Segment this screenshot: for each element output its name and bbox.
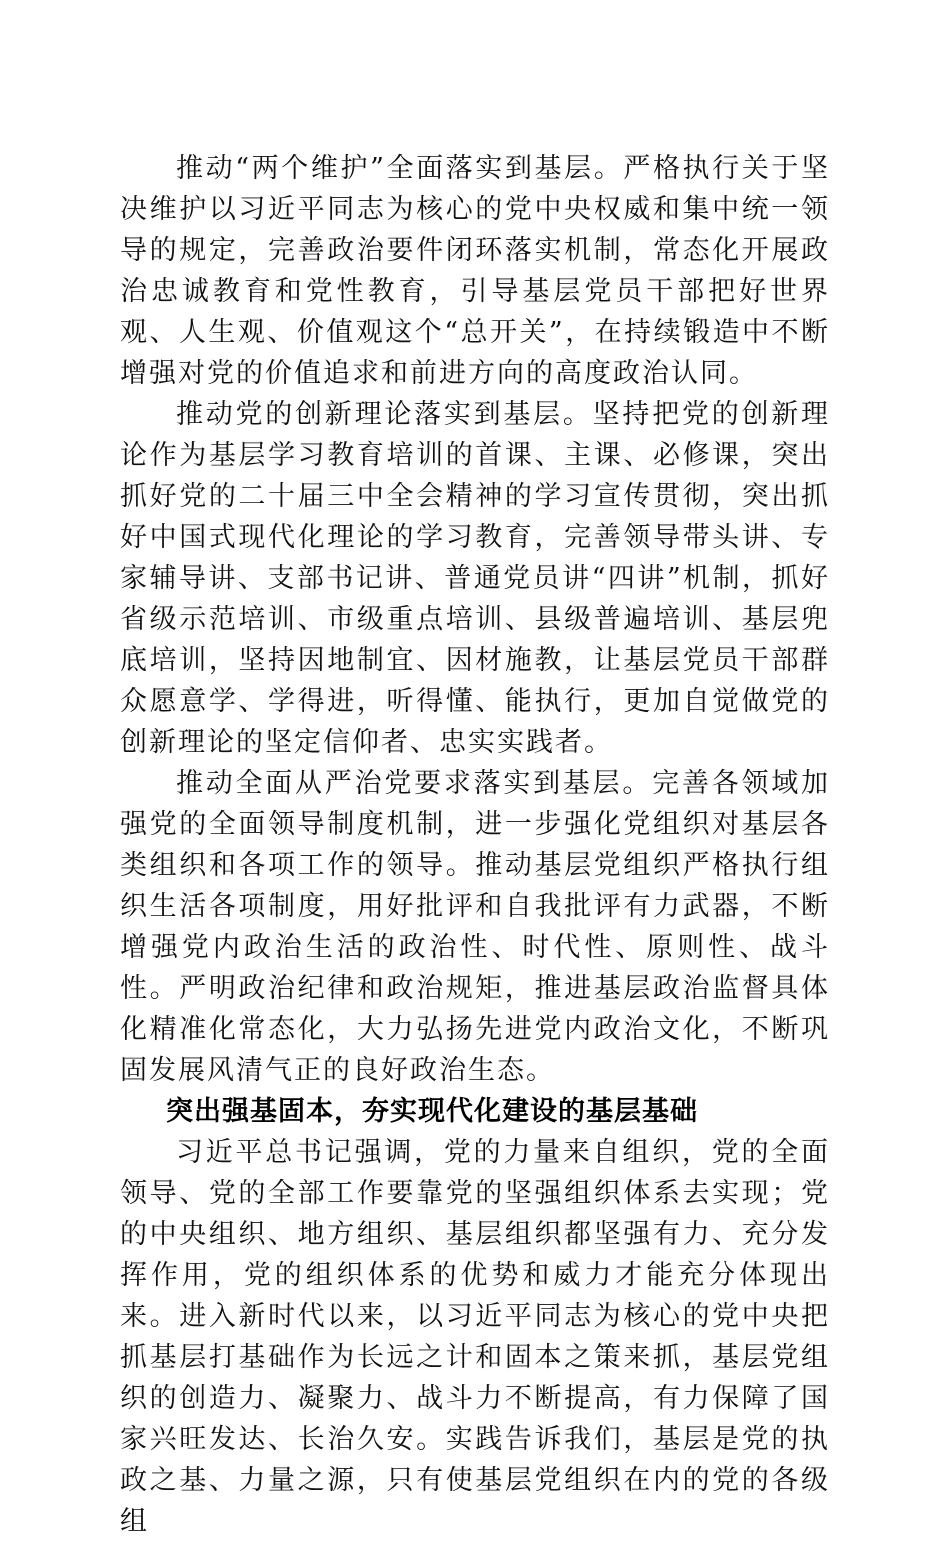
paragraph-innovative-theory: 推动党的创新理论落实到基层。坚持把党的创新理论作为基层学习教育培训的首课、主课、必修课，突出抓好党的二十届三中全会精神的学习宣传贯彻，突出抓好中国式现代化理论的学习教育，完善领导带头讲、专家辅导讲、支部书记讲、普通党员讲“四讲”机制，抓好省级示范培训、市级重点培训、县级普遍培训、基层兜底培训，坚持因地制宜、因材施教，让基层党员干部群众愿意学、学得进，听得懂、能执行，更加自觉做党的创新理论的坚定信仰者、忠实实践者。 — [120, 399, 830, 758]
paragraph-strict-governance: 推动全面从严治党要求落实到基层。完善各领域加强党的全面领导制度机制，进一步强化党组织对基层各类组织和各项工作的领导。推动基层党组织严格执行组织生活各项制度，用好批评和自我批评有力武器，不断增强党内政治生活的政治性、时代性、原则性、战斗性。严明政治纪律和政治规矩，推进基层政治监督具体化精准化常态化，大力弘扬先进党内政治文化，不断巩固发展风清气正的良好政治生态。 — [120, 768, 830, 1086]
section-heading: 突出强基固本，夯实现代化建设的基层基础 — [166, 1096, 698, 1127]
document-body — [120, 148, 830, 1542]
paragraph-two-safeguards: 推动“两个维护”全面落实到基层。严格执行关于坚决维护以习近平同志为核心的党中央权威和集中统一领导的规定，完善政治要件闭环落实机制，常态化开展政治忠诚教育和党性教育，引导基层党员干部把好世界观、人生观、价值观这个“总开关”，在持续锻造中不断增强对党的价值追求和前进方向的高度政治认同。 — [120, 153, 830, 389]
paragraph-organization-strength: 习近平总书记强调，党的力量来自组织，党的全面领导、党的全部工作要靠党的坚强组织体系去实现；党的中央组织、地方组织、基层组织都坚强有力、充分发挥作用，党的组织体系的优势和威力才能充分体现出来。进入新时代以来，以习近平同志为核心的党中央把抓基层打基础作为长远之计和固本之策来抓，基层党组织的创造力、凝聚力、战斗力不断提高，有力保障了国家兴旺发达、长治久安。实践告诉我们，基层是党的执政之基、力量之源，只有使基层党组织在内的党的各级组 — [120, 1137, 830, 1537]
